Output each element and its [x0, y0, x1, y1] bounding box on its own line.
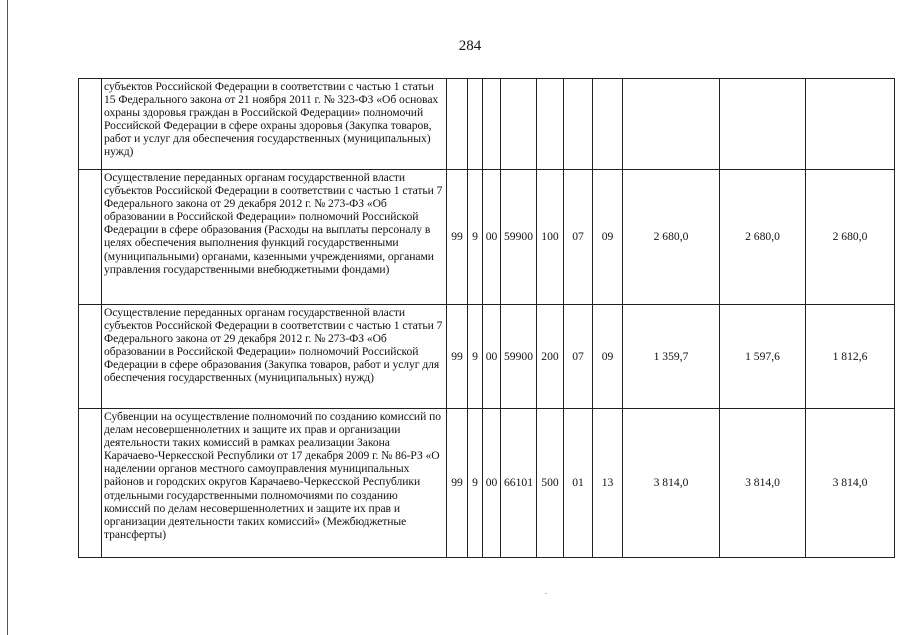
expense-type-cell: 200 [537, 305, 564, 409]
table-row [79, 79, 895, 170]
direction-code-cell [483, 79, 501, 170]
description-cell: Осуществление переданных органам государственной власти субъектов Российской Федерации в соответствии с частью 1 статьи 7 Федерального закона от 29 декабря 2012 г. № 273-ФЗ «Об образовании в Российской Федерации» полномочий Российской Федерации в сфере образования (Расходы на выплаты персоналу в целях обеспечения выполнения функций государственными (муниципальными) органами, казенными учреждениями, органами управления государственными внебюджетными фондами) [102, 170, 447, 305]
amount-year3-cell [806, 79, 895, 170]
amount-year3-cell: 3 814,0 [806, 409, 895, 558]
budget-table [78, 78, 895, 558]
row-number-cell [79, 170, 102, 305]
row-number-cell [79, 79, 102, 170]
amount-year2-cell: 2 680,0 [720, 170, 806, 305]
expense-type-cell: 500 [537, 409, 564, 558]
expense-code-cell: 59900 [501, 170, 537, 305]
scan-left-border [7, 0, 8, 635]
amount-year3-cell: 2 680,0 [806, 170, 895, 305]
description-cell: Субвенции на осуществление полномочий по созданию комиссий по делам несовершеннолетних и защите их прав и организации деятельности таких комиссий в рамках реализации Закона Карачаево-Черкесской Республики от 17 декабря 2009 г. № 86-РЗ «О наделении органов местного самоуправления муниципальных районов и городских округов Карачаево-Черкесской Республики отдельными государственными полномочиями по созданию комиссий по делам несовершеннолетних и защите их прав и организации деятельности таких комиссий» (Межбюджетные трансферты) [102, 409, 447, 558]
subsection-code-cell: 09 [593, 305, 623, 409]
table-row [79, 305, 895, 409]
program-code-cell: 99 [447, 305, 468, 409]
expense-type-cell: 100 [537, 170, 564, 305]
program-code-cell: 99 [447, 409, 468, 558]
subsection-code-cell: 13 [593, 409, 623, 558]
section-code-cell [564, 79, 593, 170]
section-code-cell: 07 [564, 170, 593, 305]
table-row [79, 409, 895, 558]
row-number-cell [79, 409, 102, 558]
expense-code-cell: 59900 [501, 305, 537, 409]
subsection-code-cell [593, 79, 623, 170]
section-code-cell: 01 [564, 409, 593, 558]
subprogram-code-cell: 9 [468, 305, 483, 409]
expense-code-cell [501, 79, 537, 170]
page-number: 284 [458, 38, 482, 54]
subsection-code-cell: 09 [593, 170, 623, 305]
subprogram-code-cell [468, 79, 483, 170]
amount-year3-cell: 1 812,6 [806, 305, 895, 409]
subprogram-code-cell: 9 [468, 170, 483, 305]
description-cell: субъектов Российской Федерации в соответствии с частью 1 статьи 15 Федерального закона от 21 ноября 2011 г. № 323-ФЗ «Об основах охраны здоровья граждан в Российской Федерации» полномочий Российской Федерации в сфере охраны здоровья (Закупка товаров, работ и услуг для обеспечения государственных (муниципальных) нужд) [102, 79, 447, 170]
direction-code-cell: 00 [483, 170, 501, 305]
amount-year2-cell [720, 79, 806, 170]
amount-year2-cell: 3 814,0 [720, 409, 806, 558]
subprogram-code-cell: 9 [468, 409, 483, 558]
direction-code-cell: 00 [483, 305, 501, 409]
expense-type-cell [537, 79, 564, 170]
amount-year2-cell: 1 597,6 [720, 305, 806, 409]
description-cell: Осуществление переданных органам государственной власти субъектов Российской Федерации в соответствии с частью 1 статьи 7 Федерального закона от 29 декабря 2012 г. № 273-ФЗ «Об образовании в Российской Федерации» полномочий Российской Федерации в сфере образования (Закупка товаров, работ и услуг для обеспечения государственных (муниципальных) нужд) [102, 305, 447, 409]
amount-year1-cell [623, 79, 720, 170]
amount-year1-cell: 1 359,7 [623, 305, 720, 409]
expense-code-cell: 66101 [501, 409, 537, 558]
section-code-cell: 07 [564, 305, 593, 409]
amount-year1-cell: 2 680,0 [623, 170, 720, 305]
program-code-cell [447, 79, 468, 170]
row-number-cell [79, 305, 102, 409]
amount-year1-cell: 3 814,0 [623, 409, 720, 558]
direction-code-cell: 00 [483, 409, 501, 558]
scan-speck [545, 593, 547, 594]
table-row [79, 170, 895, 305]
program-code-cell: 99 [447, 170, 468, 305]
